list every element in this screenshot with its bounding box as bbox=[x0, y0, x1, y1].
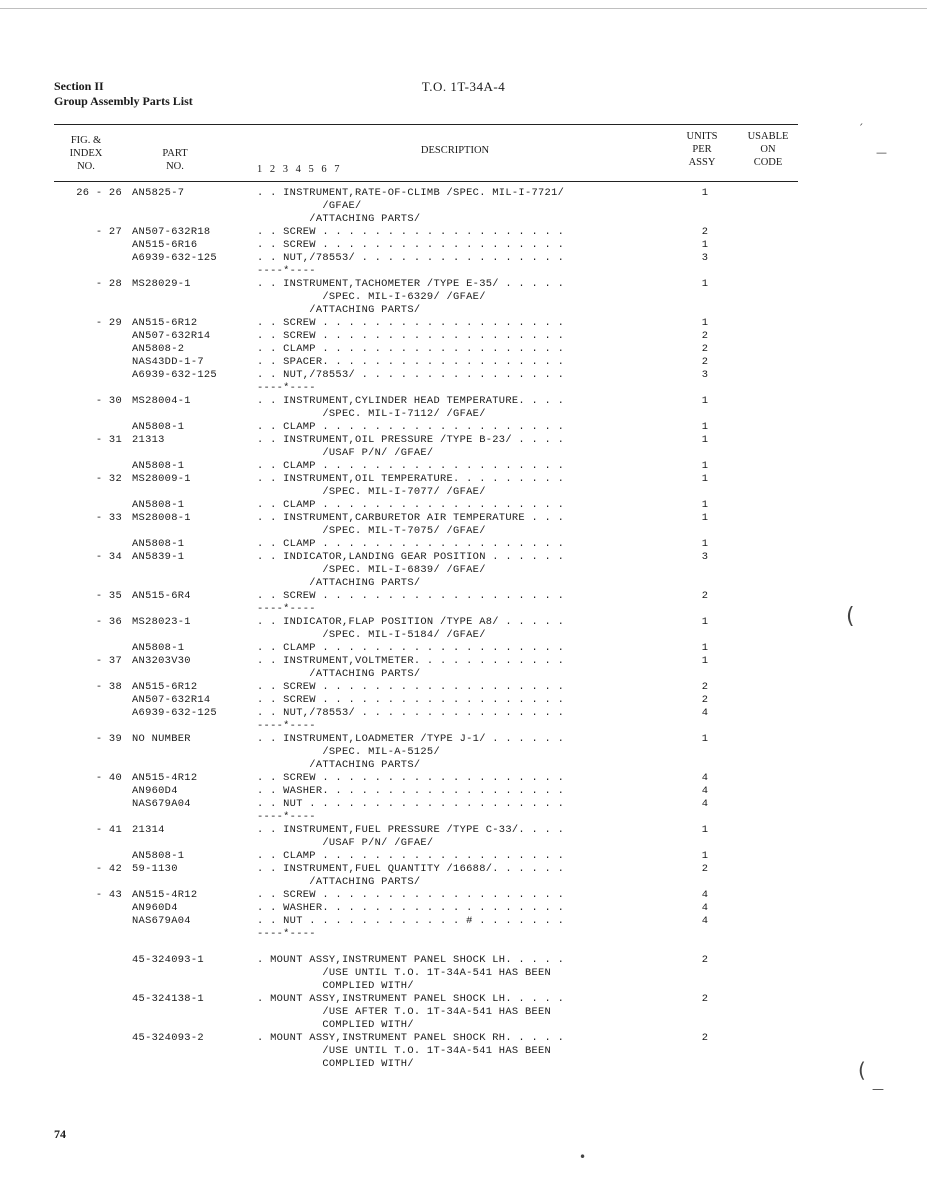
table-row bbox=[0, 902, 927, 915]
description-cell: /SPEC. MIL-I-7077/ /GFAE/ bbox=[257, 486, 486, 498]
description-cell: . MOUNT ASSY,INSTRUMENT PANEL SHOCK LH. . . . . bbox=[257, 993, 565, 1005]
part-number-cell: AN960D4 bbox=[132, 785, 178, 797]
part-number-cell: AN507-632R14 bbox=[132, 330, 211, 342]
table-row bbox=[0, 525, 927, 538]
description-cell: . . INSTRUMENT,FUEL PRESSURE /TYPE C-33/. . . . bbox=[257, 824, 565, 836]
description-cell: . . INSTRUMENT,OIL PRESSURE /TYPE B-23/ . . . . bbox=[257, 434, 565, 446]
description-cell: /ATTACHING PARTS/ bbox=[257, 876, 421, 888]
table-row bbox=[0, 1032, 927, 1045]
description-cell: . . INDICATOR,LANDING GEAR POSITION . . . . . . bbox=[257, 551, 565, 563]
table-row bbox=[0, 590, 927, 603]
units-cell: 3 bbox=[701, 369, 709, 381]
table-row bbox=[0, 863, 927, 876]
part-number-cell: NAS43DD-1-7 bbox=[132, 356, 204, 368]
description-cell: . . INSTRUMENT,VOLTMETER. . . . . . . . . . . . bbox=[257, 655, 565, 667]
units-cell: 1 bbox=[701, 239, 709, 251]
part-number-cell: 45-324138-1 bbox=[132, 993, 204, 1005]
description-cell: ----*---- bbox=[257, 603, 316, 615]
units-cell: 1 bbox=[701, 642, 709, 654]
description-cell: . . SCREW . . . . . . . . . . . . . . . . . . . bbox=[257, 772, 565, 784]
page-number: 74 bbox=[54, 1127, 66, 1141]
table-row bbox=[0, 733, 927, 746]
table-row bbox=[0, 941, 927, 954]
table-row bbox=[0, 239, 927, 252]
units-cell: 2 bbox=[701, 993, 709, 1005]
index-cell: - 41 bbox=[95, 824, 122, 836]
scan-mark: ´ bbox=[858, 122, 864, 135]
table-row bbox=[0, 993, 927, 1006]
table-row bbox=[0, 655, 927, 668]
table-row bbox=[0, 603, 927, 616]
scan-mark: — bbox=[872, 1082, 884, 1096]
table-row bbox=[0, 343, 927, 356]
index-cell: 26 - 26 bbox=[76, 187, 122, 199]
part-number-cell: MS28023-1 bbox=[132, 616, 191, 628]
description-cell: ----*---- bbox=[257, 720, 316, 732]
col-head-usable: USABLE ON CODE bbox=[747, 131, 789, 168]
units-cell: 1 bbox=[701, 187, 709, 199]
description-cell: /SPEC. MIL-I-7112/ /GFAE/ bbox=[257, 408, 486, 420]
table-row bbox=[0, 226, 927, 239]
units-cell: 2 bbox=[701, 343, 709, 355]
part-number-cell: MS28008-1 bbox=[132, 512, 191, 524]
table-row bbox=[0, 447, 927, 460]
description-cell: . MOUNT ASSY,INSTRUMENT PANEL SHOCK RH. . . . . bbox=[257, 1032, 565, 1044]
table-row bbox=[0, 187, 927, 200]
col-head-indent: 1 2 3 4 5 6 7 bbox=[257, 164, 342, 175]
section-label: Section II bbox=[54, 79, 104, 93]
units-cell: 1 bbox=[701, 655, 709, 667]
table-row bbox=[0, 421, 927, 434]
description-cell: . . CLAMP . . . . . . . . . . . . . . . . . . . bbox=[257, 850, 565, 862]
description-cell: . . SPACER. . . . . . . . . . . . . . . . . . . bbox=[257, 356, 565, 368]
description-cell: /SPEC. MIL-I-6329/ /GFAE/ bbox=[257, 291, 486, 303]
units-cell: 1 bbox=[701, 473, 709, 485]
description-cell: . . NUT . . . . . . . . . . . . . . . . . . . . bbox=[257, 798, 565, 810]
index-cell: - 37 bbox=[95, 655, 122, 667]
units-cell: 1 bbox=[701, 317, 709, 329]
col-head-description: DESCRIPTION bbox=[420, 145, 490, 156]
description-cell: . . SCREW . . . . . . . . . . . . . . . . . . . bbox=[257, 330, 565, 342]
part-number-cell: AN515-4R12 bbox=[132, 889, 198, 901]
table-row bbox=[0, 291, 927, 304]
index-cell: - 27 bbox=[95, 226, 122, 238]
units-cell: 2 bbox=[701, 954, 709, 966]
section-subtitle: Group Assembly Parts List bbox=[54, 94, 193, 108]
table-row bbox=[0, 512, 927, 525]
table-row bbox=[0, 356, 927, 369]
units-cell: 1 bbox=[701, 850, 709, 862]
description-cell: /SPEC. MIL-I-6839/ /GFAE/ bbox=[257, 564, 486, 576]
part-number-cell: NAS679A04 bbox=[132, 798, 191, 810]
units-cell: 2 bbox=[701, 330, 709, 342]
description-cell: ----*---- bbox=[257, 811, 316, 823]
units-cell: 4 bbox=[701, 889, 709, 901]
description-cell: . . INSTRUMENT,CYLINDER HEAD TEMPERATURE. . . . bbox=[257, 395, 565, 407]
description-cell: . . CLAMP . . . . . . . . . . . . . . . . . . . bbox=[257, 343, 565, 355]
units-cell: 3 bbox=[701, 551, 709, 563]
units-cell: 4 bbox=[701, 707, 709, 719]
table-row bbox=[0, 460, 927, 473]
description-cell: . . SCREW . . . . . . . . . . . . . . . . . . . bbox=[257, 226, 565, 238]
table-row bbox=[0, 330, 927, 343]
units-cell: 2 bbox=[701, 590, 709, 602]
description-cell: /SPEC. MIL-A-5125/ bbox=[257, 746, 440, 758]
description-cell: . . INSTRUMENT,LOADMETER /TYPE J-1/ . . . . . . bbox=[257, 733, 565, 745]
index-cell: - 33 bbox=[95, 512, 122, 524]
parts-list-table bbox=[0, 187, 927, 1071]
table-row bbox=[0, 317, 927, 330]
table-row bbox=[0, 824, 927, 837]
table-row bbox=[0, 434, 927, 447]
description-cell: /USAF P/N/ /GFAE/ bbox=[257, 837, 434, 849]
part-number-cell: AN5808-1 bbox=[132, 499, 185, 511]
table-row bbox=[0, 538, 927, 551]
table-row bbox=[0, 746, 927, 759]
table-row bbox=[0, 707, 927, 720]
index-cell: - 36 bbox=[95, 616, 122, 628]
description-cell: ----*---- bbox=[257, 265, 316, 277]
index-cell: - 35 bbox=[95, 590, 122, 602]
description-cell: /USAF P/N/ /GFAE/ bbox=[257, 447, 434, 459]
units-cell: 1 bbox=[701, 460, 709, 472]
table-row bbox=[0, 876, 927, 889]
part-number-cell: MS28029-1 bbox=[132, 278, 191, 290]
part-number-cell: 21314 bbox=[132, 824, 165, 836]
index-cell: - 38 bbox=[95, 681, 122, 693]
units-cell: 3 bbox=[701, 252, 709, 264]
part-number-cell: AN515-6R12 bbox=[132, 681, 198, 693]
units-cell: 1 bbox=[701, 538, 709, 550]
description-cell: /ATTACHING PARTS/ bbox=[257, 668, 421, 680]
part-number-cell: A6939-632-125 bbox=[132, 707, 217, 719]
description-cell: . . WASHER. . . . . . . . . . . . . . . . . . . bbox=[257, 785, 565, 797]
part-number-cell: A6939-632-125 bbox=[132, 252, 217, 264]
table-row bbox=[0, 1045, 927, 1058]
part-number-cell: MS28004-1 bbox=[132, 395, 191, 407]
description-cell: /ATTACHING PARTS/ bbox=[257, 213, 421, 225]
table-row bbox=[0, 1058, 927, 1071]
page-top-border bbox=[0, 8, 927, 9]
index-cell: - 40 bbox=[95, 772, 122, 784]
units-cell: 2 bbox=[701, 1032, 709, 1044]
table-row bbox=[0, 720, 927, 733]
description-cell: /GFAE/ bbox=[257, 200, 362, 212]
table-row bbox=[0, 473, 927, 486]
index-cell: - 43 bbox=[95, 889, 122, 901]
table-row bbox=[0, 772, 927, 785]
part-number-cell: AN960D4 bbox=[132, 902, 178, 914]
col-head-part: PART NO. bbox=[162, 148, 188, 172]
units-cell: 1 bbox=[701, 824, 709, 836]
table-row bbox=[0, 681, 927, 694]
description-cell: . . CLAMP . . . . . . . . . . . . . . . . . . . bbox=[257, 642, 565, 654]
table-row bbox=[0, 408, 927, 421]
part-number-cell: AN515-6R4 bbox=[132, 590, 191, 602]
table-row bbox=[0, 278, 927, 291]
description-cell: /USE UNTIL T.O. 1T-34A-541 HAS BEEN bbox=[257, 1045, 552, 1057]
part-number-cell: A6939-632-125 bbox=[132, 369, 217, 381]
description-cell: . . CLAMP . . . . . . . . . . . . . . . . . . . bbox=[257, 538, 565, 550]
table-row bbox=[0, 382, 927, 395]
description-cell: /ATTACHING PARTS/ bbox=[257, 577, 421, 589]
description-cell: /SPEC. MIL-I-5184/ /GFAE/ bbox=[257, 629, 486, 641]
table-row bbox=[0, 928, 927, 941]
header-top-rule bbox=[54, 124, 798, 125]
part-number-cell: AN5808-1 bbox=[132, 460, 185, 472]
units-cell: 1 bbox=[701, 616, 709, 628]
part-number-cell: AN5808-1 bbox=[132, 421, 185, 433]
part-number-cell: AN5808-2 bbox=[132, 343, 185, 355]
description-cell: . . WASHER. . . . . . . . . . . . . . . . . . . bbox=[257, 902, 565, 914]
table-row bbox=[0, 369, 927, 382]
part-number-cell: AN5808-1 bbox=[132, 538, 185, 550]
table-row bbox=[0, 785, 927, 798]
description-cell: . . NUT,/78553/ . . . . . . . . . . . . . . . . bbox=[257, 707, 565, 719]
description-cell: . . CLAMP . . . . . . . . . . . . . . . . . . . bbox=[257, 499, 565, 511]
description-cell: . . CLAMP . . . . . . . . . . . . . . . . . . . bbox=[257, 421, 565, 433]
part-number-cell: AN5808-1 bbox=[132, 850, 185, 862]
table-row bbox=[0, 668, 927, 681]
units-cell: 4 bbox=[701, 772, 709, 784]
part-number-cell: AN515-6R16 bbox=[132, 239, 198, 251]
description-cell: /SPEC. MIL-T-7075/ /GFAE/ bbox=[257, 525, 486, 537]
table-row bbox=[0, 304, 927, 317]
table-row bbox=[0, 629, 927, 642]
description-cell: . . NUT,/78553/ . . . . . . . . . . . . . . . . bbox=[257, 369, 565, 381]
description-cell: . . INSTRUMENT,OIL TEMPERATURE. . . . . . . . . bbox=[257, 473, 565, 485]
description-cell: . . SCREW . . . . . . . . . . . . . . . . . . . bbox=[257, 317, 565, 329]
units-cell: 4 bbox=[701, 785, 709, 797]
part-number-cell: AN5808-1 bbox=[132, 642, 185, 654]
description-cell: . . SCREW . . . . . . . . . . . . . . . . . . . bbox=[257, 239, 565, 251]
description-cell: . . SCREW . . . . . . . . . . . . . . . . . . . bbox=[257, 694, 565, 706]
header-bottom-rule bbox=[54, 181, 798, 182]
table-row bbox=[0, 1019, 927, 1032]
table-row bbox=[0, 642, 927, 655]
units-cell: 1 bbox=[701, 512, 709, 524]
table-row bbox=[0, 200, 927, 213]
description-cell: . . INSTRUMENT,TACHOMETER /TYPE E-35/ . . . . . bbox=[257, 278, 565, 290]
part-number-cell: 21313 bbox=[132, 434, 165, 446]
index-cell: - 30 bbox=[95, 395, 122, 407]
index-cell: - 29 bbox=[95, 317, 122, 329]
index-cell: - 34 bbox=[95, 551, 122, 563]
units-cell: 1 bbox=[701, 395, 709, 407]
table-row bbox=[0, 759, 927, 772]
description-cell: . . INDICATOR,FLAP POSITION /TYPE A8/ . . . . . bbox=[257, 616, 565, 628]
units-cell: 2 bbox=[701, 681, 709, 693]
to-number: T.O. 1T-34A-4 bbox=[421, 79, 506, 94]
description-cell: . . NUT,/78553/ . . . . . . . . . . . . . . . . bbox=[257, 252, 565, 264]
table-row bbox=[0, 694, 927, 707]
units-cell: 1 bbox=[701, 278, 709, 290]
description-cell: . . CLAMP . . . . . . . . . . . . . . . . . . . bbox=[257, 460, 565, 472]
description-cell: . . SCREW . . . . . . . . . . . . . . . . . . . bbox=[257, 590, 565, 602]
table-row bbox=[0, 551, 927, 564]
part-number-cell: AN5825-7 bbox=[132, 187, 185, 199]
part-number-cell: AN515-4R12 bbox=[132, 772, 198, 784]
units-cell: 2 bbox=[701, 694, 709, 706]
index-cell: - 28 bbox=[95, 278, 122, 290]
part-number-cell: NAS679A04 bbox=[132, 915, 191, 927]
table-row bbox=[0, 980, 927, 993]
description-cell: . MOUNT ASSY,INSTRUMENT PANEL SHOCK LH. . . . . bbox=[257, 954, 565, 966]
table-row bbox=[0, 577, 927, 590]
table-row bbox=[0, 564, 927, 577]
col-head-fig: FIG. & INDEX NO. bbox=[69, 135, 103, 172]
description-cell: /ATTACHING PARTS/ bbox=[257, 759, 421, 771]
table-row bbox=[0, 837, 927, 850]
part-number-cell: AN5839-1 bbox=[132, 551, 185, 563]
units-cell: 4 bbox=[701, 902, 709, 914]
description-cell: COMPLIED WITH/ bbox=[257, 1058, 414, 1070]
units-cell: 1 bbox=[701, 499, 709, 511]
description-cell: /USE AFTER T.O. 1T-34A-541 HAS BEEN bbox=[257, 1006, 552, 1018]
description-cell: ----*---- bbox=[257, 382, 316, 394]
scan-mark: • bbox=[579, 1150, 587, 1164]
table-row bbox=[0, 967, 927, 980]
units-cell: 2 bbox=[701, 863, 709, 875]
part-number-cell: AN515-6R12 bbox=[132, 317, 198, 329]
table-row bbox=[0, 850, 927, 863]
units-cell: 1 bbox=[701, 421, 709, 433]
description-cell: ----*---- bbox=[257, 928, 316, 940]
description-cell: . . NUT . . . . . . . . . . . . # . . . . . . . bbox=[257, 915, 565, 927]
description-cell: . . INSTRUMENT,CARBURETOR AIR TEMPERATURE . . . bbox=[257, 512, 565, 524]
scan-mark: ( bbox=[858, 1058, 866, 1082]
description-cell: . . INSTRUMENT,FUEL QUANTITY /16688/. . . . . . bbox=[257, 863, 565, 875]
part-number-cell: MS28009-1 bbox=[132, 473, 191, 485]
part-number-cell: 45-324093-2 bbox=[132, 1032, 204, 1044]
table-row bbox=[0, 395, 927, 408]
scan-mark: ( bbox=[846, 604, 855, 629]
index-cell: - 32 bbox=[95, 473, 122, 485]
part-number-cell: 59-1130 bbox=[132, 863, 178, 875]
description-cell: . . SCREW . . . . . . . . . . . . . . . . . . . bbox=[257, 681, 565, 693]
col-head-units: UNITS PER ASSY bbox=[686, 131, 718, 168]
table-row bbox=[0, 265, 927, 278]
part-number-cell: AN507-632R18 bbox=[132, 226, 211, 238]
table-row bbox=[0, 915, 927, 928]
table-row bbox=[0, 954, 927, 967]
units-cell: 2 bbox=[701, 226, 709, 238]
description-cell: COMPLIED WITH/ bbox=[257, 980, 414, 992]
table-row bbox=[0, 486, 927, 499]
units-cell: 2 bbox=[701, 356, 709, 368]
description-cell: COMPLIED WITH/ bbox=[257, 1019, 414, 1031]
units-cell: 1 bbox=[701, 434, 709, 446]
index-cell: - 42 bbox=[95, 863, 122, 875]
table-row bbox=[0, 889, 927, 902]
part-number-cell: 45-324093-1 bbox=[132, 954, 204, 966]
scan-mark: — bbox=[876, 146, 887, 159]
units-cell: 4 bbox=[701, 798, 709, 810]
part-number-cell: AN3203V30 bbox=[132, 655, 191, 667]
description-cell: /ATTACHING PARTS/ bbox=[257, 304, 421, 316]
description-cell: /USE UNTIL T.O. 1T-34A-541 HAS BEEN bbox=[257, 967, 552, 979]
table-row bbox=[0, 798, 927, 811]
part-number-cell: AN507-632R14 bbox=[132, 694, 211, 706]
table-row bbox=[0, 616, 927, 629]
table-row bbox=[0, 811, 927, 824]
table-row bbox=[0, 213, 927, 226]
table-row bbox=[0, 499, 927, 512]
part-number-cell: NO NUMBER bbox=[132, 733, 191, 745]
table-row bbox=[0, 1006, 927, 1019]
index-cell: - 39 bbox=[95, 733, 122, 745]
index-cell: - 31 bbox=[95, 434, 122, 446]
units-cell: 4 bbox=[701, 915, 709, 927]
description-cell: . . INSTRUMENT,RATE-OF-CLIMB /SPEC. MIL-I-7721/ bbox=[257, 187, 565, 199]
description-cell: . . SCREW . . . . . . . . . . . . . . . . . . . bbox=[257, 889, 565, 901]
table-row bbox=[0, 252, 927, 265]
units-cell: 1 bbox=[701, 733, 709, 745]
